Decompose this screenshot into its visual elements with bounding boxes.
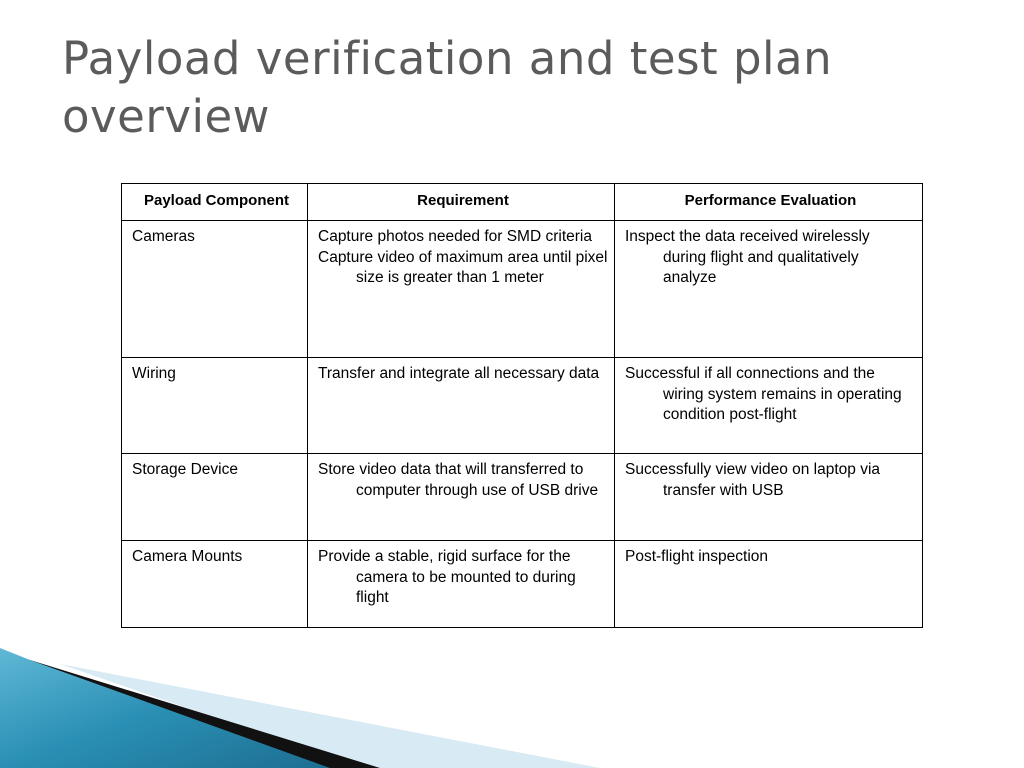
- cell-component: Camera Mounts: [122, 541, 308, 628]
- header-payload-component: Payload Component: [122, 184, 308, 221]
- cell-requirement: [308, 541, 615, 628]
- requirement-text: Capture video of maximum area until pixel size is greater than 1 meter: [318, 248, 608, 286]
- requirement-text: Provide a stable, rigid surface for the camera to be mounted to during flight: [318, 548, 576, 606]
- requirement-text: Capture photos needed for SMD criteria: [318, 228, 592, 245]
- table-row: [122, 541, 923, 628]
- evaluation-text: Successful if all connections and the wiring system remains in operating condition post-flight: [625, 365, 902, 423]
- verification-table: [121, 183, 923, 628]
- slide-title: Payload verification and test plan overview: [62, 32, 833, 143]
- cell-component: Cameras: [122, 221, 308, 358]
- cell-component: Wiring: [122, 358, 308, 454]
- cell-evaluation: [615, 358, 923, 454]
- table-header-row: [122, 184, 923, 221]
- evaluation-text: Post-flight inspection: [625, 548, 769, 565]
- evaluation-text: Inspect the data received wirelessly during flight and qualitatively analyze: [625, 228, 870, 286]
- table-row: [122, 454, 923, 541]
- table-row: [122, 358, 923, 454]
- cell-evaluation: [615, 541, 923, 628]
- cell-evaluation: [615, 221, 923, 358]
- cell-evaluation: [615, 454, 923, 541]
- cell-requirement: [308, 221, 615, 358]
- requirement-text: Transfer and integrate all necessary data: [318, 365, 600, 382]
- evaluation-text: Successfully view video on laptop via transfer with USB: [625, 461, 881, 499]
- header-performance-evaluation: Performance Evaluation: [615, 184, 923, 221]
- cell-requirement: [308, 454, 615, 541]
- table-row: [122, 221, 923, 358]
- requirement-text: Store video data that will transferred to computer through use of USB drive: [318, 461, 599, 499]
- decorative-swoosh: [0, 620, 1024, 768]
- cell-component: Storage Device: [122, 454, 308, 541]
- cell-requirement: [308, 358, 615, 454]
- header-requirement: Requirement: [308, 184, 615, 221]
